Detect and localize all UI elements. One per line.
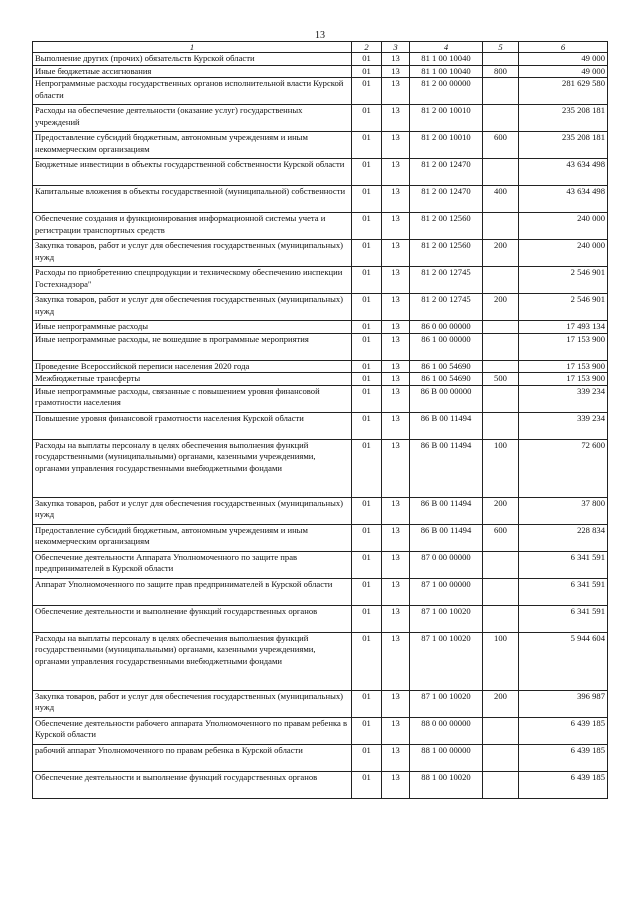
row-expense-type [483, 333, 519, 360]
row-subsection: 13 [382, 412, 410, 439]
row-amount: 5 944 604 [519, 632, 608, 690]
row-subsection: 13 [382, 373, 410, 386]
row-target-article: 81 2 00 00000 [410, 78, 483, 105]
row-subsection: 13 [382, 439, 410, 497]
row-target-article: 86 В 00 11494 [410, 439, 483, 497]
row-target-article: 87 1 00 10020 [410, 690, 483, 717]
table-row [33, 439, 608, 497]
row-subsection: 13 [382, 240, 410, 267]
table-row [33, 497, 608, 524]
row-section: 01 [352, 744, 382, 771]
row-target-article: 81 1 00 10040 [410, 53, 483, 66]
row-target-article: 86 1 00 54690 [410, 360, 483, 373]
row-section: 01 [352, 267, 382, 294]
row-name: Обеспечение деятельности и выполнение функций государственных органов [33, 771, 352, 798]
row-section: 01 [352, 78, 382, 105]
row-name: Капитальные вложения в объекты государственной (муниципальной) собственности [33, 186, 352, 213]
table-row [33, 360, 608, 373]
row-expense-type [483, 412, 519, 439]
row-amount: 339 234 [519, 385, 608, 412]
row-section: 01 [352, 53, 382, 66]
row-subsection: 13 [382, 360, 410, 373]
row-section: 01 [352, 605, 382, 632]
row-section: 01 [352, 360, 382, 373]
row-name: Бюджетные инвестиции в объекты государственной собственности Курской области [33, 159, 352, 186]
row-amount: 49 000 [519, 53, 608, 66]
row-amount: 6 341 591 [519, 605, 608, 632]
row-expense-type [483, 360, 519, 373]
table-row [33, 744, 608, 771]
row-target-article: 88 1 00 00000 [410, 744, 483, 771]
table-row [33, 65, 608, 78]
row-section: 01 [352, 551, 382, 578]
header-col-subsection: 3 [382, 42, 410, 53]
row-expense-type [483, 771, 519, 798]
row-section: 01 [352, 186, 382, 213]
row-name: Иные бюджетные ассигнования [33, 65, 352, 78]
row-amount: 43 634 498 [519, 186, 608, 213]
header-col-name: 1 [33, 42, 352, 53]
header-col-target-article: 4 [410, 42, 483, 53]
row-section: 01 [352, 65, 382, 78]
row-name: Обеспечение деятельности и выполнение функций государственных органов [33, 605, 352, 632]
row-name: Закупка товаров, работ и услуг для обеспечения государственных (муниципальных) нужд [33, 690, 352, 717]
row-name: Повышение уровня финансовой грамотности населения Курской области [33, 412, 352, 439]
row-target-article: 86 1 00 54690 [410, 373, 483, 386]
row-expense-type [483, 53, 519, 66]
row-subsection: 13 [382, 294, 410, 321]
row-name: Расходы на выплаты персоналу в целях обеспечения выполнения функций государственными (муниципальными) органами, казенными учреждениями, органами управления государственными внебюджетными фондами [33, 439, 352, 497]
row-amount: 49 000 [519, 65, 608, 78]
row-section: 01 [352, 690, 382, 717]
table-row [33, 717, 608, 744]
row-expense-type: 200 [483, 240, 519, 267]
row-target-article: 86 1 00 00000 [410, 333, 483, 360]
row-expense-type [483, 213, 519, 240]
row-name: Расходы на выплаты персоналу в целях обеспечения выполнения функций государственными (муниципальными) органами, казенными учреждениями, органами управления государственными внебюджетными фондами [33, 632, 352, 690]
row-section: 01 [352, 213, 382, 240]
row-section: 01 [352, 373, 382, 386]
row-amount: 17 153 900 [519, 333, 608, 360]
table-row [33, 321, 608, 334]
row-expense-type [483, 578, 519, 605]
row-expense-type [483, 267, 519, 294]
row-target-article: 81 2 00 12745 [410, 267, 483, 294]
header-col-amount: 6 [519, 42, 608, 53]
row-name: Непрограммные расходы государственных органов исполнительной власти Курской области [33, 78, 352, 105]
row-name: Аппарат Уполномоченного по защите прав предпринимателей в Курской области [33, 578, 352, 605]
row-subsection: 13 [382, 53, 410, 66]
row-expense-type [483, 605, 519, 632]
table-row [33, 213, 608, 240]
row-expense-type [483, 321, 519, 334]
table-row [33, 771, 608, 798]
row-section: 01 [352, 240, 382, 267]
row-target-article: 88 0 00 00000 [410, 717, 483, 744]
row-subsection: 13 [382, 717, 410, 744]
row-section: 01 [352, 439, 382, 497]
row-name: Предоставление субсидий бюджетным, автономным учреждениям и иным некоммерческим организациям [33, 524, 352, 551]
row-amount: 72 600 [519, 439, 608, 497]
row-section: 01 [352, 132, 382, 159]
row-subsection: 13 [382, 385, 410, 412]
row-amount: 6 439 185 [519, 717, 608, 744]
row-subsection: 13 [382, 605, 410, 632]
row-amount: 6 439 185 [519, 771, 608, 798]
row-subsection: 13 [382, 578, 410, 605]
row-amount: 6 439 185 [519, 744, 608, 771]
row-section: 01 [352, 333, 382, 360]
row-name: Закупка товаров, работ и услуг для обеспечения государственных (муниципальных) нужд [33, 240, 352, 267]
page-number: 13 [315, 30, 325, 41]
row-expense-type [483, 105, 519, 132]
row-subsection: 13 [382, 78, 410, 105]
row-subsection: 13 [382, 65, 410, 78]
table-row [33, 373, 608, 386]
row-target-article: 86 0 00 00000 [410, 321, 483, 334]
row-target-article: 81 1 00 10040 [410, 65, 483, 78]
row-amount: 6 341 591 [519, 578, 608, 605]
row-amount: 228 834 [519, 524, 608, 551]
table-row [33, 159, 608, 186]
table-row [33, 186, 608, 213]
row-subsection: 13 [382, 771, 410, 798]
row-expense-type: 200 [483, 690, 519, 717]
row-name: Обеспечение деятельности рабочего аппарата Уполномоченного по правам ребенка в Курской области [33, 717, 352, 744]
table-row [33, 605, 608, 632]
row-name: Расходы по приобретению спецпродукции и техническому обеспечению инспекции Гостехнадзора" [33, 267, 352, 294]
row-target-article: 81 2 00 12470 [410, 186, 483, 213]
table-row [33, 333, 608, 360]
row-section: 01 [352, 717, 382, 744]
row-subsection: 13 [382, 632, 410, 690]
row-expense-type: 600 [483, 132, 519, 159]
row-target-article: 81 2 00 12560 [410, 213, 483, 240]
table-row [33, 294, 608, 321]
table-row [33, 78, 608, 105]
row-target-article: 86 В 00 11494 [410, 524, 483, 551]
row-amount: 17 153 900 [519, 360, 608, 373]
row-section: 01 [352, 412, 382, 439]
row-subsection: 13 [382, 551, 410, 578]
row-amount: 2 546 901 [519, 267, 608, 294]
row-name: Расходы на обеспечение деятельности (оказание услуг) государственных учреждений [33, 105, 352, 132]
row-amount: 17 153 900 [519, 373, 608, 386]
table-row [33, 551, 608, 578]
row-amount: 235 208 181 [519, 105, 608, 132]
table-row [33, 524, 608, 551]
table-row [33, 53, 608, 66]
row-target-article: 81 2 00 10010 [410, 132, 483, 159]
row-expense-type: 100 [483, 632, 519, 690]
row-target-article: 81 2 00 10010 [410, 105, 483, 132]
row-target-article: 88 1 00 10020 [410, 771, 483, 798]
row-name: Закупка товаров, работ и услуг для обеспечения государственных (муниципальных) нужд [33, 294, 352, 321]
table-row [33, 105, 608, 132]
table-row [33, 578, 608, 605]
row-subsection: 13 [382, 105, 410, 132]
row-target-article: 81 2 00 12470 [410, 159, 483, 186]
row-name: Обеспечение создания и функционирования информационной системы учета и регистрации транспортных средств [33, 213, 352, 240]
row-target-article: 86 В 00 11494 [410, 497, 483, 524]
row-section: 01 [352, 524, 382, 551]
budget-table [32, 41, 608, 799]
row-section: 01 [352, 105, 382, 132]
table-row [33, 132, 608, 159]
row-subsection: 13 [382, 690, 410, 717]
row-subsection: 13 [382, 186, 410, 213]
row-amount: 240 000 [519, 240, 608, 267]
row-target-article: 87 1 00 00000 [410, 578, 483, 605]
row-subsection: 13 [382, 497, 410, 524]
row-expense-type: 200 [483, 294, 519, 321]
row-expense-type: 800 [483, 65, 519, 78]
row-subsection: 13 [382, 267, 410, 294]
row-expense-type [483, 385, 519, 412]
row-subsection: 13 [382, 159, 410, 186]
row-name: Выполнение других (прочих) обязательств Курской области [33, 53, 352, 66]
row-name: Предоставление субсидий бюджетным, автономным учреждениям и иным некоммерческим организациям [33, 132, 352, 159]
row-section: 01 [352, 632, 382, 690]
row-amount: 339 234 [519, 412, 608, 439]
row-expense-type: 500 [483, 373, 519, 386]
row-section: 01 [352, 159, 382, 186]
row-expense-type [483, 78, 519, 105]
row-target-article: 87 1 00 10020 [410, 605, 483, 632]
row-subsection: 13 [382, 321, 410, 334]
table-row [33, 412, 608, 439]
row-section: 01 [352, 771, 382, 798]
row-target-article: 81 2 00 12745 [410, 294, 483, 321]
table-row [33, 385, 608, 412]
row-amount: 240 000 [519, 213, 608, 240]
row-expense-type [483, 744, 519, 771]
row-expense-type: 200 [483, 497, 519, 524]
header-col-expense-type: 5 [483, 42, 519, 53]
row-subsection: 13 [382, 213, 410, 240]
row-name: рабочий аппарат Уполномоченного по правам ребенка в Курской области [33, 744, 352, 771]
row-name: Обеспечение деятельности Аппарата Уполномоченного по защите прав предпринимателей в Курской области [33, 551, 352, 578]
row-section: 01 [352, 385, 382, 412]
row-expense-type [483, 551, 519, 578]
row-subsection: 13 [382, 744, 410, 771]
table-row [33, 690, 608, 717]
row-amount: 2 546 901 [519, 294, 608, 321]
row-section: 01 [352, 497, 382, 524]
row-expense-type [483, 159, 519, 186]
row-expense-type: 600 [483, 524, 519, 551]
table-row [33, 632, 608, 690]
row-amount: 43 634 498 [519, 159, 608, 186]
row-subsection: 13 [382, 524, 410, 551]
table-row [33, 267, 608, 294]
row-amount: 235 208 181 [519, 132, 608, 159]
row-amount: 6 341 591 [519, 551, 608, 578]
row-subsection: 13 [382, 333, 410, 360]
row-amount: 17 493 134 [519, 321, 608, 334]
row-name: Иные непрограммные расходы [33, 321, 352, 334]
row-amount: 281 629 580 [519, 78, 608, 105]
table-row [33, 240, 608, 267]
row-target-article: 87 0 00 00000 [410, 551, 483, 578]
row-expense-type: 400 [483, 186, 519, 213]
row-name: Иные непрограммные расходы, связанные с повышением уровня финансовой грамотности населения [33, 385, 352, 412]
row-subsection: 13 [382, 132, 410, 159]
row-target-article: 86 В 00 11494 [410, 412, 483, 439]
row-target-article: 86 В 00 00000 [410, 385, 483, 412]
row-section: 01 [352, 294, 382, 321]
row-section: 01 [352, 321, 382, 334]
table-header-row [33, 42, 608, 53]
row-expense-type: 100 [483, 439, 519, 497]
row-name: Межбюджетные трансферты [33, 373, 352, 386]
row-name: Иные непрограммные расходы, не вошедшие в программные мероприятия [33, 333, 352, 360]
row-expense-type [483, 717, 519, 744]
row-target-article: 87 1 00 10020 [410, 632, 483, 690]
row-target-article: 81 2 00 12560 [410, 240, 483, 267]
row-name: Проведение Всероссийской переписи населения 2020 года [33, 360, 352, 373]
row-section: 01 [352, 578, 382, 605]
row-name: Закупка товаров, работ и услуг для обеспечения государственных (муниципальных) нужд [33, 497, 352, 524]
row-amount: 37 800 [519, 497, 608, 524]
row-amount: 396 987 [519, 690, 608, 717]
header-col-section: 2 [352, 42, 382, 53]
